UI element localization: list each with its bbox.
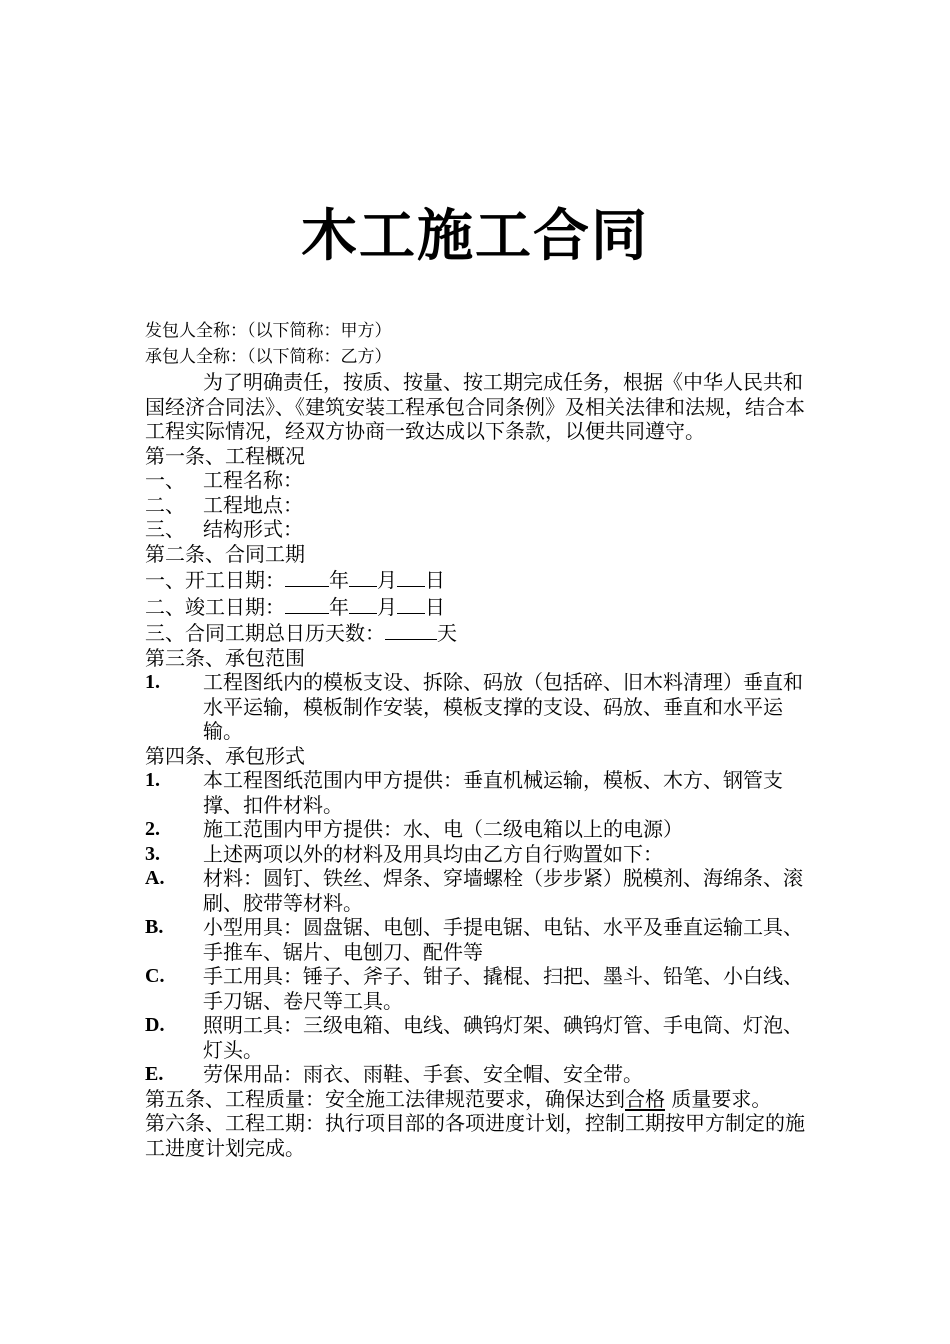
article1-heading: 第一条、工程概况: [145, 443, 305, 468]
month-label: 月: [377, 568, 397, 592]
contractor-line: 承包人全称：（以下简称：乙方）: [145, 347, 392, 367]
quality-grade: 合格: [625, 1086, 665, 1111]
item-number: 1.: [145, 671, 160, 693]
item-text: 本工程图纸范围内甲方提供：垂直机械运输，模板、木方、钢管支撑、扣件材料。: [203, 768, 783, 817]
item-number: D.: [145, 1014, 165, 1036]
item-number: 一、: [145, 468, 185, 492]
article4-heading: 第四条、承包形式: [145, 743, 305, 768]
item-number: A.: [145, 867, 165, 889]
article1-item: [145, 468, 810, 493]
total-days-label: 三、合同工期总日历天数：: [145, 621, 385, 645]
year-blank[interactable]: [285, 593, 329, 614]
article4-item: [145, 915, 810, 964]
item-text: 工程地点：: [203, 492, 303, 517]
article4-item: [145, 817, 810, 842]
year-label: 年: [329, 594, 349, 619]
article6-paragraph: 第六条、工程工期：执行项目部的各项进度计划，控制工期按甲方制定的施工进度计划完成。: [145, 1111, 805, 1160]
start-date-label: 一、开工日期：: [145, 568, 285, 592]
item-number: E.: [145, 1063, 164, 1085]
article1-item: [145, 493, 810, 518]
article3-item: [145, 670, 810, 744]
day-blank[interactable]: [397, 593, 425, 614]
article5-text-end: 质量要求。: [671, 1086, 772, 1111]
article4-item: [145, 1013, 810, 1062]
article4-item: [145, 866, 810, 915]
total-days-line: [145, 619, 810, 646]
days-unit: 天: [437, 621, 457, 645]
end-date-label: 二、竣工日期：: [145, 594, 285, 619]
article4-item: [145, 1062, 810, 1087]
contract-body: [145, 318, 810, 1160]
item-number: 三、: [145, 517, 185, 541]
item-text: 工程图纸内的模板支设、拆除、码放（包括碎、旧木料清理）垂直和水平运输，模板制作安装，模板支撑的支设、码放、垂直和水平运输。: [203, 670, 803, 743]
item-number: 二、: [145, 492, 185, 517]
month-label: 月: [377, 594, 397, 619]
item-text: 手工用具：锤子、斧子、钳子、撬棍、扫把、墨斗、铅笔、小白线、手刀锯、卷尺等工具。: [203, 964, 803, 1013]
days-blank[interactable]: [385, 619, 437, 640]
day-label: 日: [425, 594, 445, 619]
article4-item: [145, 842, 810, 867]
item-text: 材料：圆钉、铁丝、焊条、穿墙螺栓（步步紧）脱模剂、海绵条、滚刷、胶带等材料。: [203, 866, 803, 915]
item-number: B.: [145, 916, 164, 938]
item-text: 上述两项以外的材料及用具均由乙方自行购置如下：: [203, 841, 663, 866]
article2-heading: 第二条、合同工期: [145, 541, 305, 566]
day-label: 日: [425, 568, 445, 592]
intro-paragraph: 为了明确责任，按质、按量、按工期完成任务，根据《中华人民共和国经济合同法》、《建筑安装工程承包合同条例》及相关法律和法规，结合本工程实际情况，经双方协商一致达成以下条款，以便共同遵守。: [145, 370, 805, 443]
article3-heading: 第三条、承包范围: [145, 645, 305, 670]
article4-item: [145, 768, 810, 817]
start-date-line: [145, 566, 810, 593]
month-blank[interactable]: [349, 593, 377, 614]
item-text: 小型用具：圆盘锯、电刨、手提电锯、电钻、水平及垂直运输工具、手推车、锯片、电刨刀、配件等: [203, 915, 803, 964]
year-label: 年: [329, 568, 349, 592]
item-text: 工程名称：: [203, 468, 303, 492]
item-number: 1.: [145, 769, 160, 791]
item-text: 结构形式：: [203, 517, 303, 541]
day-blank[interactable]: [397, 566, 425, 587]
item-number: 3.: [145, 842, 160, 865]
article5-paragraph: [145, 1087, 810, 1112]
end-date-line: [145, 593, 810, 620]
item-text: 劳保用品：雨衣、雨鞋、手套、安全帽、安全带。: [203, 1062, 643, 1086]
employer-line: 发包人全称：（以下简称：甲方）: [145, 321, 392, 341]
article4-item: [145, 964, 810, 1013]
item-text: 照明工具：三级电箱、电线、碘钨灯架、碘钨灯管、手电筒、灯泡、灯头。: [203, 1013, 803, 1062]
month-blank[interactable]: [349, 566, 377, 587]
item-number: 2.: [145, 818, 160, 840]
item-number: C.: [145, 965, 165, 987]
article1-item: [145, 517, 810, 542]
item-text: 施工范围内甲方提供：水、电（二级电箱以上的电源）: [203, 817, 683, 841]
article5-text: 第五条、工程质量：安全施工法律规范要求，确保达到: [145, 1086, 625, 1111]
document-title: 木工施工合同: [301, 203, 649, 269]
year-blank[interactable]: [285, 566, 329, 587]
